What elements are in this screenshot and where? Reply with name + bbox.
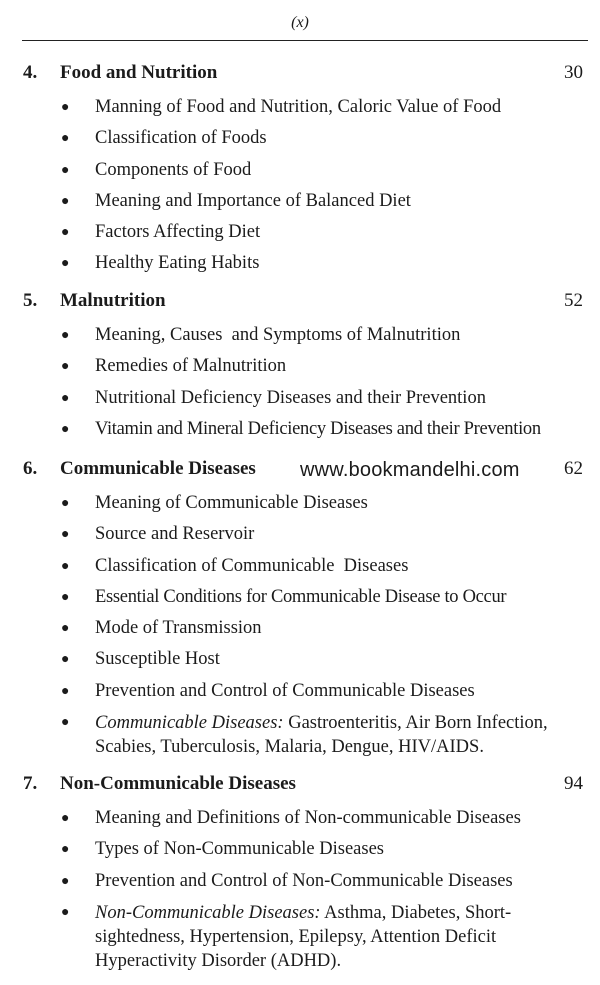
bullet-icon: ●: [61, 359, 70, 375]
list-item: ● Types of Non-Communicable Diseases: [0, 834, 600, 865]
chapter-heading: [0, 458, 600, 488]
bullet-icon: ●: [61, 131, 70, 147]
chapter-number: 6.: [23, 458, 38, 479]
chapter-page-number: 52: [564, 290, 583, 311]
list-item: ● Mode of Transmission: [0, 613, 600, 644]
chapter-7: [0, 773, 600, 976]
bullet-icon: ●: [61, 421, 70, 437]
topic-list: [0, 92, 600, 280]
bullet-icon: ●: [61, 527, 70, 543]
bullet-icon: ●: [61, 715, 70, 731]
bullet-icon: ●: [61, 193, 70, 209]
list-item: ● Meaning, Causes and Symptoms of Malnutrition: [0, 320, 600, 351]
disease-group-label: Non-Communicable Diseases:: [95, 902, 321, 923]
topic-list: [0, 320, 600, 445]
bullet-icon: ●: [61, 589, 70, 605]
chapter-heading: [0, 773, 600, 803]
bullet-icon: ●: [61, 100, 70, 115]
bullet-icon: ●: [61, 842, 70, 858]
chapter-number: 5.: [23, 290, 38, 311]
list-item: ● Susceptible Host: [0, 644, 600, 675]
bullet-icon: ●: [61, 811, 70, 826]
list-item: ● Factors Affecting Diet: [0, 217, 600, 248]
list-item: ● Communicable Diseases: Gastroenteritis, Air Born Infection, Scabies, Tuberculosis, Malaria, Dengue, HIV/AIDS.: [61, 713, 548, 758]
chapter-title: Communicable Diseases: [60, 458, 256, 479]
list-item: ● Meaning of Communicable Diseases: [0, 488, 600, 519]
page-header: (x): [291, 14, 309, 31]
bullet-icon: ●: [61, 496, 70, 511]
list-item: ● Vitamin and Mineral Deficiency Diseases and their Prevention: [0, 414, 600, 445]
bullet-icon: ●: [61, 873, 70, 889]
list-item: ● Essential Conditions for Communicable Disease to Occur: [0, 582, 600, 613]
bullet-icon: ●: [61, 621, 70, 637]
topic-list: [0, 803, 600, 976]
chapter-6: [0, 458, 600, 762]
chapter-number: 7.: [23, 773, 38, 794]
disease-group-label: Communicable Diseases:: [95, 713, 284, 734]
watermark-text: www.bookmandelhi.com: [300, 459, 520, 481]
list-item: ● Meaning and Definitions of Non-communicable Diseases: [0, 803, 600, 834]
bullet-icon: ●: [61, 225, 70, 241]
chapter-title: Food and Nutrition: [60, 62, 218, 83]
list-item: ● Prevention and Control of Non-Communicable Diseases: [0, 866, 600, 897]
list-item: ● Meaning and Importance of Balanced Diet: [0, 186, 600, 217]
bullet-icon: ●: [61, 390, 70, 406]
list-item: ● Manning of Food and Nutrition, Caloric Value of Food: [0, 92, 600, 123]
chapter-4: [0, 62, 600, 280]
chapter-5: [0, 290, 600, 445]
list-item: ● Prevention and Control of Communicable Diseases: [0, 676, 600, 707]
list-item: ● Healthy Eating Habits: [0, 248, 600, 279]
bullet-icon: ●: [61, 652, 70, 668]
header-rule: [22, 40, 588, 41]
list-item: ● Source and Reservoir: [0, 519, 600, 550]
list-item: ● Classification of Communicable Diseases: [0, 551, 600, 582]
bullet-icon: ●: [61, 162, 70, 178]
bullet-icon: ●: [61, 683, 70, 699]
chapter-heading: [0, 290, 600, 320]
chapter-heading: [0, 62, 600, 92]
topic-list: [0, 488, 600, 762]
chapter-page-number: 62: [564, 458, 583, 479]
chapter-title: Malnutrition: [60, 290, 166, 311]
chapter-number: 4.: [23, 62, 38, 83]
list-item: ● Remedies of Malnutrition: [0, 351, 600, 382]
list-item: ● Non-Communicable Diseases: Asthma, Diabetes, Short- sightedness, Hypertension, Epilepsy, Attention Deficit Hyperactivity Disorder (ADHD).: [61, 902, 512, 971]
list-item: ● Nutritional Deficiency Diseases and their Prevention: [0, 383, 600, 414]
chapter-page-number: 30: [564, 62, 583, 83]
list-item: ● Components of Food: [0, 155, 600, 186]
chapter-page-number: 94: [564, 773, 583, 794]
bullet-icon: ●: [61, 904, 70, 920]
bullet-icon: ●: [61, 558, 70, 574]
list-item: ● Classification of Foods: [0, 123, 600, 154]
bullet-icon: ●: [61, 256, 70, 272]
bullet-icon: ●: [61, 328, 70, 343]
chapter-title: Non-Communicable Diseases: [60, 773, 296, 794]
